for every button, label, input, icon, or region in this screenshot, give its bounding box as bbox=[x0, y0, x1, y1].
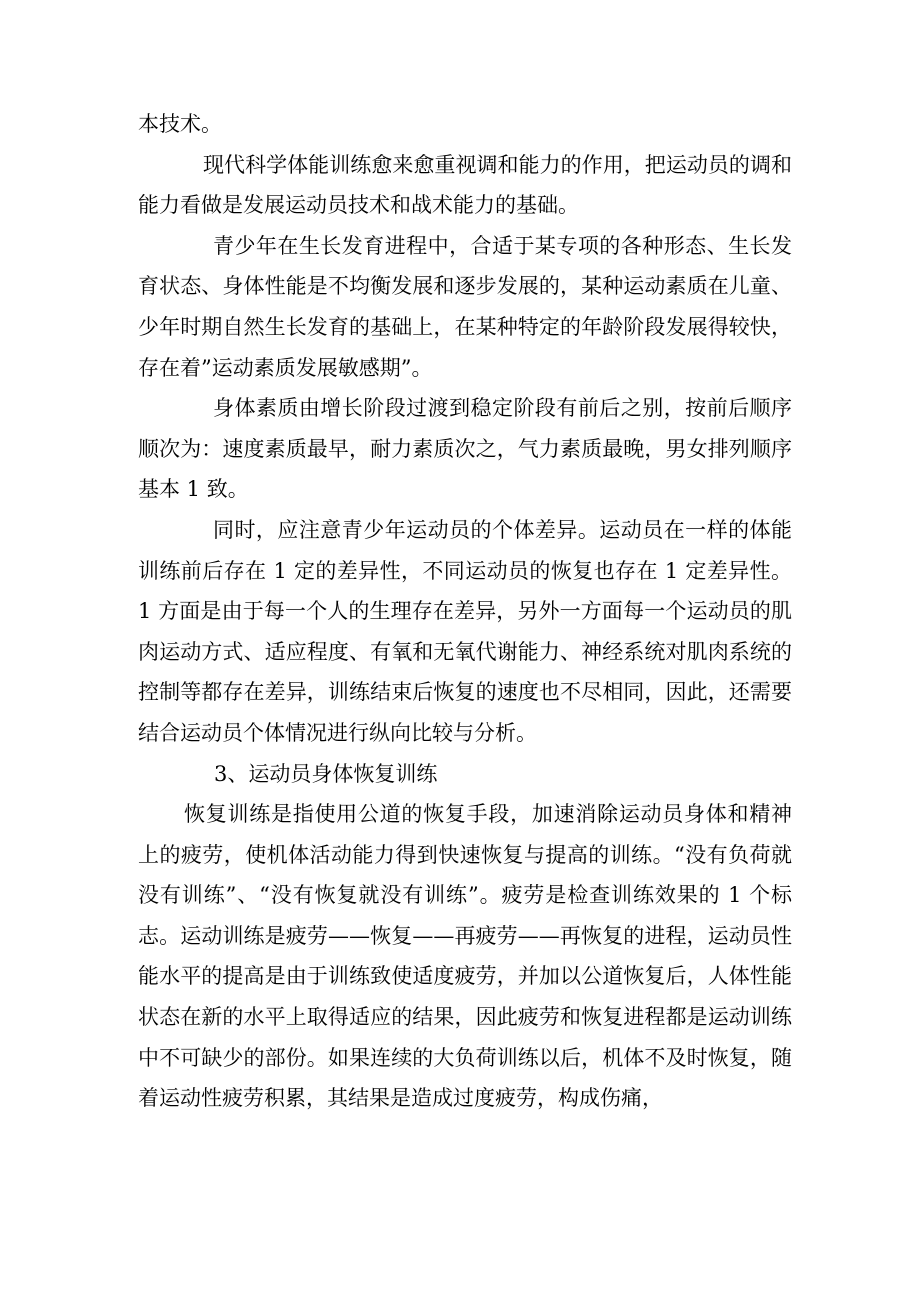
document-page bbox=[138, 104, 792, 1119]
paragraph-recovery-training: 恢复训练是指使用公道的恢复手段，加速消除运动员身体和精神上的疲劳，使机体活动能力得到快速恢复与提高的训练。“没有负荷就没有训练”、“没有恢复就没有训练”。疲劳是检查训练效果的 1 个标志。运动训练是疲劳——恢复——再疲劳——再恢复的进程，运动员性能水平的提高是由于训练致使适度疲劳，并加以公道恢复后，人体性能状态在新的水平上取得适应的结果，因此疲劳和恢复进程都是运动训练中不可缺少的部份。如果连续的大负荷训练以后，机体不及时恢复，随着运动性疲劳积累，其结果是造成过度疲劳，构成伤痛， bbox=[138, 802, 792, 1111]
paragraph-continuation: 本技术。 bbox=[138, 112, 222, 136]
paragraph-quality-order: 身体素质由增长阶段过渡到稳定阶段有前后之别，按前后顺序顺次为：速度素质最早，耐力素质次之，气力素质最晚，男女排列顺序基本 1 致。 bbox=[138, 396, 792, 502]
paragraph-sensitive-period: 青少年在生长发育进程中，合适于某专项的各种形态、生长发育状态、身体性能是不均衡发展和逐步发展的，某种运动素质在儿童、少年时期自然生长发育的基础上，在某种特定的年龄阶段发展得较快，存在着”运动素质发展敏感期”。 bbox=[138, 233, 792, 380]
paragraph-individual-differences: 同时，应注意青少年运动员的个体差异。运动员在一样的体能训练前后存在 1 定的差异性，不同运动员的恢复也存在 1 定差异性。1 方面是由于每一个人的生理存在差异，另外一方面每一个运动员的肌肉运动方式、适应程度、有氧和无氧代谢能力、神经系统对肌肉系统的控制等都存在差异，训练结束后恢复的速度也不尽相同，因此，还需要结合运动员个体情况进行纵向比较与分析。 bbox=[138, 517, 792, 745]
section-heading: 3、运动员身体恢复训练 bbox=[214, 761, 438, 786]
paragraph-coordination: 现代科学体能训练愈来愈重视调和能力的作用，把运动员的调和能力看做是发展运动员技术和战术能力的基础。 bbox=[138, 152, 792, 218]
